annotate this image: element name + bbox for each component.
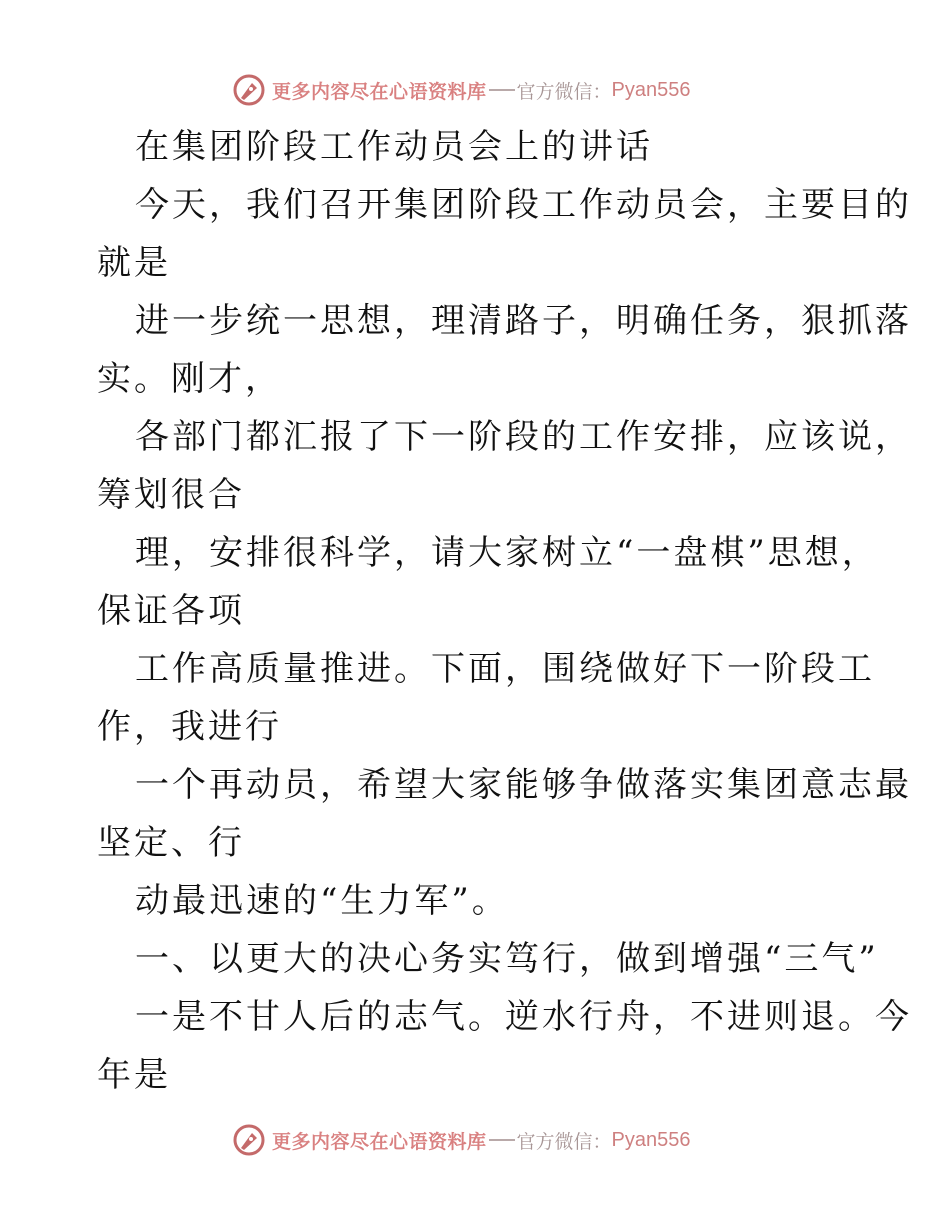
pen-nib-circle-icon: [232, 1123, 266, 1157]
wechat-id: Pyan556: [611, 78, 691, 101]
section-heading: 一、以更大的决心务实笃行，做到增强“三气”: [135, 939, 879, 979]
official-wechat-label: 官方微信：: [516, 80, 612, 103]
wechat-id: Pyan556: [611, 1128, 691, 1151]
document-body: [97, 118, 912, 1104]
text-line: 一是不甘人后的志气。逆水行舟，不进则退。今: [135, 997, 912, 1037]
site-name-text: 更多内容尽在心语资料库: [272, 80, 487, 103]
text-line: 今天，我们召开集团阶段工作动员会，主要目的: [135, 185, 912, 225]
footer-banner: [232, 1120, 712, 1160]
pen-nib-circle-icon: [232, 73, 266, 107]
text-line: 实。刚才，: [97, 359, 282, 399]
divider-dash: [489, 1139, 515, 1141]
header-banner: [232, 70, 712, 110]
divider-dash: [489, 89, 515, 91]
document-title: 在集团阶段工作动员会上的讲话: [135, 127, 653, 167]
text-line: 进一步统一思想，理清路子，明确任务，狠抓落: [135, 301, 912, 341]
text-line: 理，安排很科学，请大家树立“一盘棋”思想，: [135, 533, 879, 573]
official-wechat-label: 官方微信：: [516, 1130, 612, 1153]
text-line: 保证各项: [97, 591, 245, 631]
text-line: 一个再动员，希望大家能够争做落实集团意志最: [135, 765, 912, 805]
text-line: 工作高质量推进。下面，围绕做好下一阶段工: [135, 649, 875, 689]
text-line: 动最迅速的“生力军”。: [135, 881, 509, 921]
text-line: 各部门都汇报了下一阶段的工作安排，应该说，: [135, 417, 912, 457]
text-line: 就是: [97, 243, 171, 283]
text-line: 坚定、行: [97, 823, 245, 863]
site-name-text: 更多内容尽在心语资料库: [272, 1130, 487, 1153]
text-line: 筹划很合: [97, 475, 245, 515]
text-line: 年是: [97, 1055, 171, 1095]
text-line: 作，我进行: [97, 707, 282, 747]
